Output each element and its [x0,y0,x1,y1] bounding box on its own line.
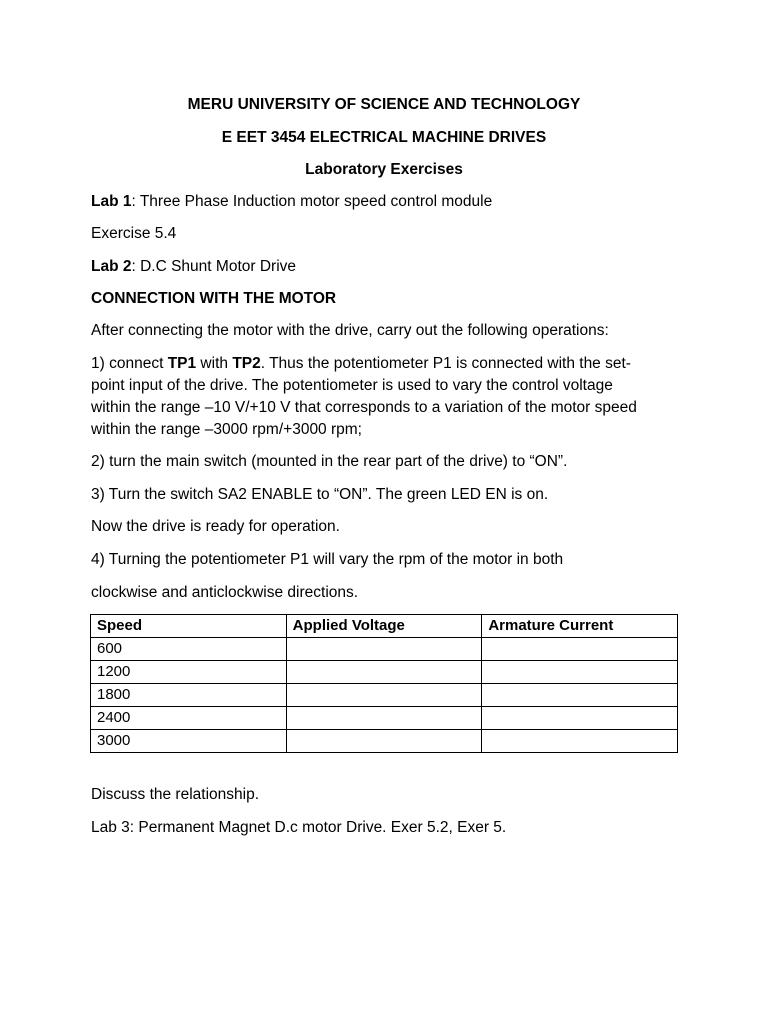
current-cell [482,707,678,730]
header-armature-current: Armature Current [482,615,678,638]
ready-text: Now the drive is ready for operation. [91,518,340,535]
lab1-text: : Three Phase Induction motor speed control module [131,193,493,210]
current-cell [482,661,678,684]
current-cell [482,730,678,753]
speed-cell: 3000 [91,730,287,753]
step4-line1: 4) Turning the potentiometer P1 will vary the rpm of the motor in both [91,551,564,568]
section-heading: CONNECTION WITH THE MOTOR [91,290,337,307]
voltage-cell [286,730,482,753]
results-table [90,614,678,753]
university-title: MERU UNIVERSITY OF SCIENCE AND TECHNOLOGY [187,96,581,113]
speed-cell: 1200 [91,661,287,684]
table-row [91,707,678,730]
voltage-cell [286,638,482,661]
lab3-text: Lab 3: Permanent Magnet D.c motor Drive. Exer 5.2, Exer 5. [91,819,507,836]
step1-suffix: . Thus the potentiometer P1 is connected with the set- [260,355,631,372]
tp1-label: TP1 [167,355,197,372]
tp2-label: TP2 [232,355,261,372]
table-row [91,638,678,661]
step2-text: 2) turn the main switch (mounted in the rear part of the drive) to “ON”. [91,453,568,470]
step1-prefix: 1) connect [91,355,168,372]
table-header-row [91,615,678,638]
discuss-text: Discuss the relationship. [91,786,259,803]
step1-line1 [91,353,631,375]
speed-cell: 2400 [91,707,287,730]
lab1-label: Lab 1 [91,193,132,210]
step1-line4: within the range –3000 rpm/+3000 rpm; [91,421,362,438]
table-row [91,730,678,753]
course-title: E EET 3454 ELECTRICAL MACHINE DRIVES [221,129,547,146]
lab1-line [91,191,492,213]
voltage-cell [286,684,482,707]
exercise-line: Exercise 5.4 [91,225,177,242]
speed-cell: 1800 [91,684,287,707]
lab2-line [91,256,296,278]
voltage-cell [286,707,482,730]
step1-mid: with [196,355,233,372]
current-cell [482,684,678,707]
step1-line2: point input of the drive. The potentiometer is used to vary the control voltage [91,377,613,394]
lab2-text: : D.C Shunt Motor Drive [131,258,297,275]
step4-line2: clockwise and anticlockwise directions. [91,584,359,601]
step3-text: 3) Turn the switch SA2 ENABLE to “ON”. The green LED EN is on. [91,486,549,503]
lab-exercises-subtitle: Laboratory Exercises [305,161,463,178]
step1-line3: within the range –10 V/+10 V that corresponds to a variation of the motor speed [91,399,637,416]
header-speed: Speed [91,615,287,638]
table-row [91,684,678,707]
current-cell [482,638,678,661]
table-row [91,661,678,684]
voltage-cell [286,661,482,684]
lab2-label: Lab 2 [91,258,132,275]
speed-cell: 600 [91,638,287,661]
header-applied-voltage: Applied Voltage [286,615,482,638]
intro-text: After connecting the motor with the drive, carry out the following operations: [91,322,609,339]
